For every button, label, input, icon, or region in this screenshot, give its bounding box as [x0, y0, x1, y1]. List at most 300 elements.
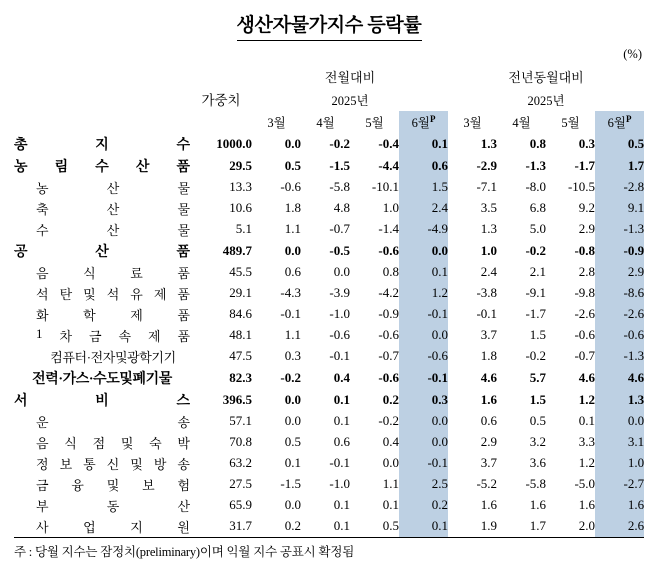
table-row — [14, 389, 644, 411]
cell-mom-6: 0.1 — [399, 262, 448, 283]
cell-mom-5: -0.2 — [378, 413, 399, 429]
row-label-text — [36, 496, 190, 515]
cell-mom-4: -1.5 — [329, 157, 350, 173]
cell-mom-5: -0.6 — [378, 369, 399, 385]
row-label — [14, 240, 190, 262]
label-char: 융 — [71, 477, 84, 493]
table-row — [14, 432, 644, 453]
cell-mom-5: -4.4 — [378, 157, 399, 173]
cell-yoy-6: -8.6 — [595, 283, 644, 304]
cell-mom-4: -0.5 — [329, 242, 350, 258]
cell-mom-4: 0.1 — [333, 391, 350, 407]
cell-mom-5: 0.1 — [382, 497, 399, 513]
label-char: 식 — [64, 435, 77, 451]
cell-yoy-5: 0.3 — [578, 135, 596, 151]
cell-mom-5: 0.0 — [382, 455, 399, 471]
cell-yoy-3: -7.1 — [476, 179, 498, 195]
cell-yoy-3: -3.8 — [476, 285, 498, 301]
cell-mom-6: 2.5 — [399, 474, 448, 495]
cell-mom-4: 0.6 — [333, 434, 350, 450]
header-row-groups — [14, 65, 644, 89]
cell-yoy-6: -1.3 — [595, 219, 644, 240]
preliminary-flag-icon: P — [625, 113, 632, 124]
row-label-text — [36, 475, 190, 494]
cell-mom-6: -4.9 — [399, 219, 448, 240]
header-month-yoy-6-label: 6월 — [607, 115, 626, 130]
cell-weight: 82.3 — [229, 369, 252, 385]
label-char: 화 — [36, 307, 49, 323]
row-label — [14, 516, 190, 537]
row-label-text — [14, 134, 190, 154]
cell-yoy-4: -1.3 — [525, 157, 547, 173]
label-char: 식 — [83, 265, 96, 281]
cell-yoy-3: 3.5 — [480, 200, 498, 216]
cell-mom-6: 0.0 — [399, 411, 448, 432]
cell-weight: 57.1 — [229, 413, 252, 429]
row-label — [14, 198, 190, 219]
label-char: 및 — [130, 456, 143, 472]
cell-mom-6: -0.1 — [399, 367, 448, 389]
cell-weight: 84.6 — [229, 306, 252, 322]
cell-yoy-5: -10.5 — [567, 179, 596, 195]
label-char: 제 — [130, 307, 143, 323]
cell-mom-5: 1.1 — [382, 476, 399, 492]
cell-weight: 489.7 — [222, 242, 252, 258]
label-char: 음 — [36, 435, 49, 451]
cell-weight: 27.5 — [229, 476, 252, 492]
label-char: 차 — [59, 328, 72, 344]
label-char: 금 — [36, 477, 49, 493]
row-label-text — [36, 263, 190, 282]
cell-yoy-6: 1.7 — [595, 155, 644, 177]
table-row — [14, 177, 644, 198]
header-month-yoy-4: 4월 — [512, 115, 531, 130]
header-month-mom-3: 3월 — [267, 115, 286, 130]
label-char: 원 — [177, 519, 190, 535]
table-row — [14, 198, 644, 219]
table-row — [14, 304, 644, 325]
cell-mom-5: -4.2 — [378, 285, 399, 301]
row-label — [14, 346, 190, 367]
cell-yoy-5: 9.2 — [578, 200, 596, 216]
label-char: 및 — [106, 477, 120, 493]
row-label-text — [36, 517, 190, 536]
unit-note: (%) — [623, 46, 642, 61]
label-char: 지 — [95, 137, 109, 153]
cell-yoy-3: 1.3 — [480, 221, 498, 237]
row-label — [14, 133, 190, 155]
cell-mom-5: -10.1 — [371, 179, 399, 195]
label-char: 총 — [14, 137, 28, 153]
label-char: 공 — [14, 244, 28, 260]
cell-weight: 29.5 — [229, 157, 252, 173]
cell-mom-5: -0.9 — [378, 306, 399, 322]
cell-mom-3: -0.2 — [280, 369, 301, 385]
row-label — [14, 304, 190, 325]
row-label — [14, 177, 190, 198]
row-label-text — [14, 156, 190, 176]
cell-yoy-3: 2.4 — [480, 264, 498, 280]
row-label-text — [36, 199, 190, 218]
row-label-text — [36, 305, 190, 324]
cell-yoy-4: -1.7 — [525, 306, 547, 322]
label-char: 유 — [130, 286, 143, 302]
cell-mom-3: 0.0 — [284, 242, 301, 258]
cell-yoy-6: 2.9 — [595, 262, 644, 283]
label-char: 석 — [106, 286, 120, 302]
label-char: 산 — [106, 201, 120, 217]
cell-mom-3: 0.5 — [284, 434, 301, 450]
row-label-text — [36, 284, 190, 303]
cell-mom-4: 0.0 — [333, 264, 350, 280]
cell-yoy-4: 0.8 — [529, 135, 547, 151]
table-row — [14, 367, 644, 389]
cell-yoy-5: 2.9 — [578, 221, 596, 237]
row-label — [14, 474, 190, 495]
row-label-text — [36, 412, 190, 431]
cell-mom-4: -0.2 — [329, 135, 350, 151]
cell-mom-6: 2.4 — [399, 198, 448, 219]
cell-weight: 10.6 — [229, 200, 252, 216]
label-char: 림 — [54, 159, 69, 175]
row-label-text — [36, 178, 190, 197]
label-char: 통 — [83, 456, 96, 472]
cell-mom-6: 0.0 — [399, 240, 448, 262]
label-char: 속 — [118, 328, 131, 344]
label-char: 동 — [106, 498, 120, 514]
header-group-mom: 전월대비 — [324, 70, 376, 86]
cell-yoy-6: 3.1 — [595, 432, 644, 453]
cell-yoy-5: -1.7 — [574, 157, 596, 173]
label-char: 산 — [106, 180, 120, 196]
cell-mom-6: 0.1 — [399, 516, 448, 537]
label-char: 및 — [83, 286, 96, 302]
label-char: 산 — [95, 244, 109, 260]
table-row — [14, 474, 644, 495]
row-label — [14, 453, 190, 474]
label-char: 수 — [95, 159, 109, 175]
cell-mom-6: -0.6 — [399, 346, 448, 367]
cell-yoy-4: 5.7 — [529, 369, 547, 385]
row-label-text — [36, 326, 190, 345]
row-label — [14, 495, 190, 516]
cell-mom-4: 0.1 — [333, 497, 350, 513]
cell-yoy-5: 2.8 — [578, 264, 596, 280]
header-month-yoy-6-prelim — [595, 111, 644, 133]
table-row — [14, 453, 644, 474]
table-row — [14, 516, 644, 537]
header-year-mom: 2025년 — [331, 93, 369, 108]
cell-yoy-6: 1.0 — [595, 453, 644, 474]
cell-yoy-6: -0.9 — [595, 240, 644, 262]
cell-yoy-5: 1.2 — [578, 391, 596, 407]
cell-yoy-4: 2.1 — [529, 264, 547, 280]
cell-yoy-5: 1.6 — [578, 497, 596, 513]
label-char: 보 — [142, 477, 155, 493]
row-label — [14, 262, 190, 283]
cell-mom-3: 0.0 — [284, 413, 301, 429]
table-row — [14, 325, 644, 346]
cell-mom-4: -0.7 — [329, 221, 350, 237]
label-char: 부 — [36, 498, 49, 514]
cell-yoy-3: -5.2 — [476, 476, 498, 492]
cell-yoy-3: 1.0 — [480, 242, 498, 258]
label-char: 탄 — [59, 286, 73, 302]
cell-weight: 70.8 — [229, 434, 252, 450]
footnote: 주 : 당월 지수는 잠정치(preliminary)이며 익월 지수 공표시 확정됨 — [14, 544, 355, 559]
cell-yoy-4: 1.7 — [529, 518, 547, 534]
header-month-mom-6-prelim — [399, 111, 448, 133]
label-char: 방 — [153, 456, 167, 472]
table-row — [14, 240, 644, 262]
cell-yoy-3: 3.7 — [480, 455, 498, 471]
row-label-text — [14, 241, 190, 261]
label-char: 험 — [177, 477, 190, 493]
cell-yoy-3: 1.8 — [480, 348, 498, 364]
label-char: 신 — [106, 456, 120, 472]
cell-yoy-5: 3.3 — [578, 434, 596, 450]
cell-yoy-4: 1.6 — [529, 497, 547, 513]
cell-mom-6: 0.0 — [399, 325, 448, 346]
producer-price-index-table — [14, 65, 644, 537]
label-char: 품 — [177, 328, 190, 344]
label-char: 품 — [177, 307, 190, 323]
cell-weight: 45.5 — [229, 264, 252, 280]
cell-yoy-6: -2.7 — [595, 474, 644, 495]
label-char: 품 — [177, 286, 190, 302]
table-row — [14, 495, 644, 516]
label-char: 숙 — [149, 435, 162, 451]
cell-mom-6: -0.1 — [399, 453, 448, 474]
cell-yoy-3: 4.6 — [480, 369, 498, 385]
cell-yoy-4: 3.6 — [529, 455, 547, 471]
cell-weight: 48.1 — [229, 327, 252, 343]
cell-mom-3: 0.6 — [284, 264, 301, 280]
cell-mom-6: 0.0 — [399, 432, 448, 453]
cell-yoy-6: 0.0 — [595, 411, 644, 432]
table-row — [14, 411, 644, 432]
cell-yoy-4: 1.5 — [529, 327, 547, 343]
label-char: 농 — [36, 180, 49, 196]
label-char: 석 — [36, 286, 49, 302]
label-char: 축 — [36, 201, 49, 217]
cell-yoy-4: -9.1 — [525, 285, 547, 301]
cell-mom-3: 0.2 — [284, 518, 301, 534]
cell-mom-5: 0.2 — [382, 391, 399, 407]
cell-yoy-3: 1.3 — [480, 135, 498, 151]
cell-mom-5: 1.0 — [382, 200, 399, 216]
label-char: 산 — [135, 159, 150, 175]
cell-mom-3: 1.1 — [284, 327, 301, 343]
label-char: 정 — [36, 456, 49, 472]
label-char: 지 — [130, 519, 143, 535]
label-char: 1 — [36, 325, 43, 341]
cell-mom-3: 0.0 — [284, 135, 301, 151]
cell-mom-3: 0.0 — [284, 497, 301, 513]
cell-yoy-5: 0.1 — [578, 413, 596, 429]
label-char: 운 — [36, 414, 49, 430]
cell-yoy-5: -0.8 — [574, 242, 596, 258]
cell-weight: 29.1 — [229, 285, 252, 301]
cell-mom-3: 0.1 — [284, 455, 301, 471]
cell-weight: 5.1 — [235, 221, 252, 237]
table-row — [14, 262, 644, 283]
title-container — [14, 0, 644, 47]
row-label — [14, 283, 190, 304]
cell-yoy-3: 0.6 — [480, 413, 498, 429]
label-char: 료 — [130, 265, 143, 281]
cell-yoy-5: -0.6 — [574, 327, 596, 343]
cell-yoy-6: -0.6 — [595, 325, 644, 346]
header-month-mom-6-label: 6월 — [411, 115, 430, 130]
cell-weight: 13.3 — [229, 179, 252, 195]
cell-yoy-4: -8.0 — [525, 179, 547, 195]
row-label — [14, 411, 190, 432]
label-char: 박 — [177, 435, 190, 451]
label-char: 수 — [36, 222, 49, 238]
cell-mom-3: -1.5 — [280, 476, 301, 492]
cell-yoy-5: -0.7 — [574, 348, 596, 364]
cell-weight: 63.2 — [229, 455, 252, 471]
cell-weight: 65.9 — [229, 497, 252, 513]
label-char: 음 — [36, 265, 49, 281]
cell-mom-3: -0.6 — [280, 179, 301, 195]
cell-yoy-4: -0.2 — [525, 348, 547, 364]
cell-mom-3: 0.0 — [284, 391, 301, 407]
label-char: 수 — [176, 137, 190, 153]
label-char: 제 — [153, 286, 167, 302]
cell-mom-6: 1.2 — [399, 283, 448, 304]
cell-yoy-5: -5.0 — [574, 476, 596, 492]
table-row — [14, 133, 644, 155]
cell-mom-3: 1.8 — [284, 200, 301, 216]
cell-yoy-3: 2.9 — [480, 434, 498, 450]
row-label — [14, 219, 190, 240]
header-month-yoy-3: 3월 — [463, 115, 482, 130]
label-char: 업 — [83, 519, 96, 535]
cell-yoy-4: 0.5 — [529, 413, 547, 429]
cell-mom-5: -0.6 — [378, 242, 399, 258]
cell-yoy-5: 2.0 — [578, 518, 596, 534]
cell-yoy-6: 0.5 — [595, 133, 644, 155]
cell-mom-3: -0.1 — [280, 306, 301, 322]
cell-mom-6: 0.6 — [399, 155, 448, 177]
cell-yoy-6: -2.8 — [595, 177, 644, 198]
label-char: 비 — [95, 393, 109, 409]
cell-mom-4: 0.1 — [333, 413, 350, 429]
cell-mom-6: 0.1 — [399, 133, 448, 155]
cell-yoy-6: 9.1 — [595, 198, 644, 219]
cell-weight: 47.5 — [229, 348, 252, 364]
cell-yoy-3: 1.6 — [480, 391, 498, 407]
cell-mom-5: 0.8 — [382, 264, 399, 280]
cell-yoy-3: 1.6 — [480, 497, 498, 513]
cell-yoy-4: 3.2 — [529, 434, 547, 450]
header-year-yoy: 2025년 — [527, 93, 565, 108]
cell-mom-4: -1.0 — [329, 476, 350, 492]
row-label-text — [36, 220, 190, 239]
row-label — [14, 367, 190, 389]
cell-yoy-5: 1.2 — [578, 455, 596, 471]
cell-mom-4: -1.0 — [329, 306, 350, 322]
cell-weight: 31.7 — [229, 518, 252, 534]
label-char: 송 — [177, 456, 190, 472]
table-row — [14, 219, 644, 240]
label-char: 스 — [176, 393, 190, 409]
row-label-text: 전력·가스·수도및폐기물 — [32, 371, 172, 387]
table-body — [14, 133, 644, 537]
cell-mom-5: -1.4 — [378, 221, 399, 237]
preliminary-flag-icon: P — [429, 113, 436, 124]
label-char: 물 — [177, 222, 190, 238]
label-char: 물 — [177, 201, 190, 217]
cell-mom-5: -0.4 — [378, 135, 399, 151]
table-header — [14, 65, 644, 133]
row-label-text — [36, 433, 190, 452]
label-char: 물 — [177, 180, 190, 196]
cell-yoy-6: 4.6 — [595, 367, 644, 389]
table-row — [14, 155, 644, 177]
cell-mom-4: -5.8 — [329, 179, 350, 195]
header-group-yoy: 전년동월대비 — [508, 70, 584, 86]
label-char: 사 — [36, 519, 49, 535]
row-label — [14, 389, 190, 411]
row-label-text — [14, 390, 190, 410]
label-char: 학 — [83, 307, 96, 323]
cell-yoy-4: 5.0 — [529, 221, 547, 237]
cell-yoy-5: -2.6 — [574, 306, 596, 322]
header-weight: 가중치 — [201, 92, 241, 108]
label-char: 금 — [88, 328, 102, 344]
cell-mom-4: 0.4 — [333, 369, 350, 385]
cell-yoy-3: 3.7 — [480, 327, 498, 343]
cell-yoy-3: -2.9 — [476, 157, 498, 173]
cell-mom-6: -0.1 — [399, 304, 448, 325]
label-char: 산 — [177, 498, 190, 514]
cell-yoy-4: -0.2 — [525, 242, 547, 258]
cell-mom-4: -3.9 — [329, 285, 350, 301]
cell-mom-5: -0.6 — [378, 327, 399, 343]
cell-mom-3: 0.3 — [284, 348, 301, 364]
label-char: 품 — [177, 265, 190, 281]
cell-yoy-5: -9.8 — [574, 285, 596, 301]
label-char: 보 — [59, 456, 73, 472]
header-corner-blank — [14, 65, 190, 133]
label-char: 산 — [106, 222, 120, 238]
cell-yoy-4: 6.8 — [529, 200, 547, 216]
row-label — [14, 155, 190, 177]
cell-weight: 396.5 — [222, 391, 252, 407]
cell-mom-3: 1.1 — [284, 221, 301, 237]
cell-mom-5: 0.5 — [382, 518, 399, 534]
cell-yoy-3: -0.1 — [476, 306, 498, 322]
label-char: 품 — [176, 244, 190, 260]
cell-yoy-6: 1.6 — [595, 495, 644, 516]
table-row — [14, 346, 644, 367]
cell-yoy-4: 1.5 — [529, 391, 547, 407]
header-month-mom-5: 5월 — [365, 115, 384, 130]
page-title: 생산자물가지수 등락률 — [237, 14, 422, 41]
row-label — [14, 432, 190, 453]
cell-mom-4: -0.1 — [329, 455, 350, 471]
cell-mom-6: 1.5 — [399, 177, 448, 198]
label-char: 및 — [120, 435, 134, 451]
cell-mom-5: 0.4 — [382, 434, 399, 450]
label-char: 서 — [14, 393, 28, 409]
row-label — [14, 325, 190, 346]
header-month-yoy-5: 5월 — [561, 115, 580, 130]
cell-mom-3: 0.5 — [284, 157, 301, 173]
